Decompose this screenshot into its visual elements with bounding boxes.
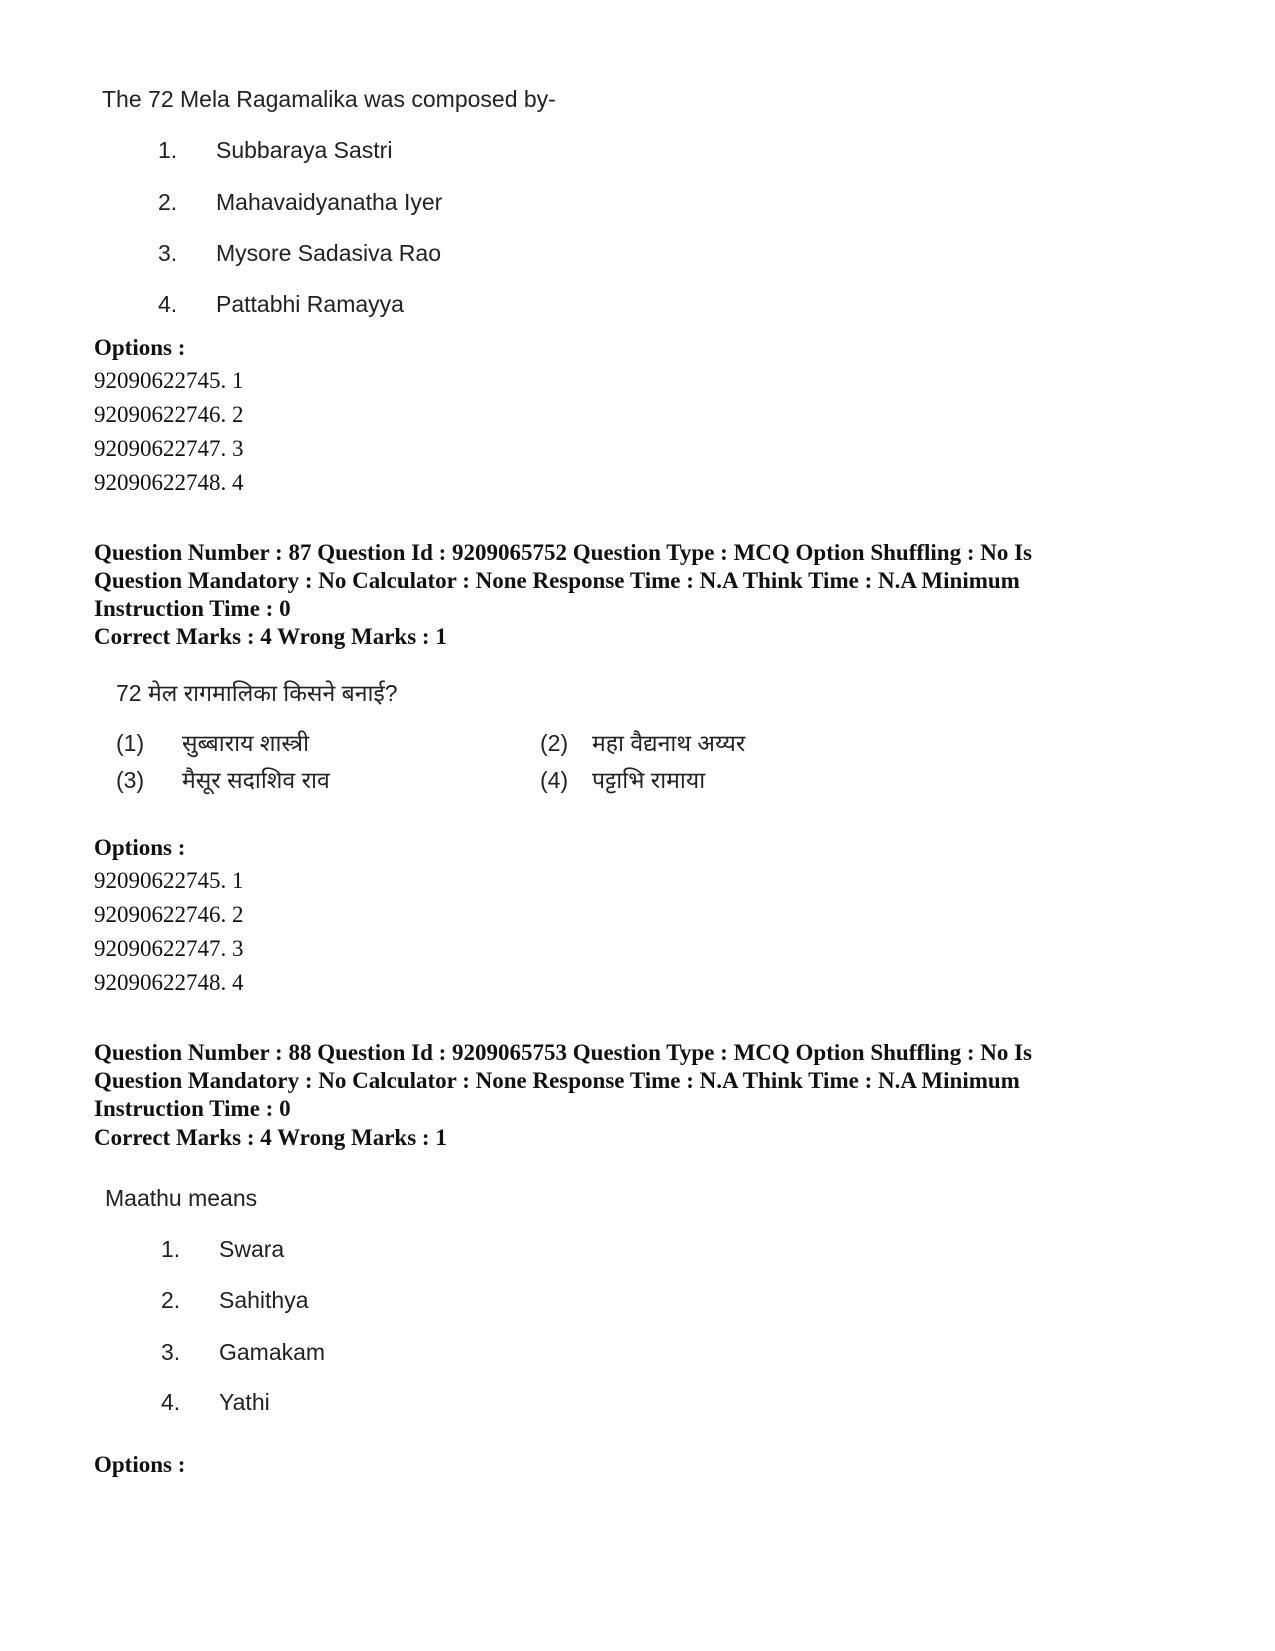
choice-text: Sahithya bbox=[219, 1287, 309, 1313]
choice-number: 3. bbox=[158, 240, 178, 266]
marks-line: Correct Marks : 4 Wrong Marks : 1 bbox=[94, 1125, 447, 1150]
hindi-choice bbox=[116, 763, 330, 795]
choice-text: मैसूर सदाशिव राव bbox=[182, 767, 330, 793]
choice-number: 4. bbox=[158, 291, 178, 317]
choice-item bbox=[158, 137, 392, 164]
choice-item bbox=[158, 189, 442, 216]
hindi-choice bbox=[116, 726, 309, 758]
choice-text: Swara bbox=[219, 1236, 285, 1262]
choice-number: 4. bbox=[161, 1389, 181, 1415]
choice-text: Mahavaidyanatha Iyer bbox=[216, 189, 443, 215]
options-label: Options : bbox=[94, 835, 186, 860]
choice-number: 3. bbox=[161, 1339, 181, 1365]
option-line: 92090622747. 3 bbox=[94, 936, 244, 961]
choice-number: (4) bbox=[540, 767, 569, 793]
choice-text: Gamakam bbox=[219, 1339, 326, 1365]
choice-number: (2) bbox=[540, 730, 569, 756]
options-list bbox=[94, 364, 244, 500]
meta-line: Question Mandatory : No Calculator : None Response Time : N.A Think Time : N.A Minimum bbox=[94, 1068, 1020, 1093]
choice-item bbox=[161, 1339, 325, 1366]
question-text: Maathu means bbox=[105, 1185, 258, 1211]
hindi-question-text: 72 मेल रागमालिका किसने बनाई? bbox=[116, 680, 398, 706]
choice-item bbox=[158, 240, 441, 267]
options-list bbox=[94, 864, 244, 1000]
meta-line: Instruction Time : 0 bbox=[94, 1096, 291, 1121]
choice-item bbox=[161, 1287, 309, 1314]
choice-text: पट्टाभि रामाया bbox=[592, 767, 706, 793]
choice-number: 2. bbox=[161, 1287, 181, 1313]
meta-line: Question Number : 87 Question Id : 9209065752 Question Type : MCQ Option Shuffling : No Is bbox=[94, 540, 1033, 565]
choice-number: (1) bbox=[116, 730, 145, 756]
question-meta bbox=[94, 1039, 1194, 1123]
choice-text: Mysore Sadasiva Rao bbox=[216, 240, 441, 266]
choice-item bbox=[161, 1236, 284, 1263]
meta-line: Question Number : 88 Question Id : 9209065753 Question Type : MCQ Option Shuffling : No Is bbox=[94, 1040, 1033, 1065]
choice-number: (3) bbox=[116, 767, 145, 793]
option-line: 92090622748. 4 bbox=[94, 970, 244, 995]
option-line: 92090622747. 3 bbox=[94, 436, 244, 461]
choice-item bbox=[158, 291, 404, 318]
choice-text: Yathi bbox=[219, 1389, 270, 1415]
question-text: The 72 Mela Ragamalika was composed by- bbox=[102, 86, 556, 112]
choice-text: Pattabhi Ramayya bbox=[216, 291, 404, 317]
option-line: 92090622746. 2 bbox=[94, 402, 244, 427]
option-line: 92090622748. 4 bbox=[94, 470, 244, 495]
question-meta bbox=[94, 539, 1194, 623]
choice-number: 1. bbox=[161, 1236, 181, 1262]
choice-text: Subbaraya Sastri bbox=[216, 137, 393, 163]
option-line: 92090622746. 2 bbox=[94, 902, 244, 927]
option-line: 92090622745. 1 bbox=[94, 868, 244, 893]
meta-line: Question Mandatory : No Calculator : None Response Time : N.A Think Time : N.A Minimum bbox=[94, 568, 1020, 593]
option-line: 92090622745. 1 bbox=[94, 368, 244, 393]
choice-text: सुब्बाराय शास्त्री bbox=[182, 730, 310, 756]
hindi-choice bbox=[540, 726, 745, 758]
options-label: Options : bbox=[94, 335, 186, 360]
choice-item bbox=[161, 1389, 270, 1416]
marks-line: Correct Marks : 4 Wrong Marks : 1 bbox=[94, 624, 447, 649]
choice-text: महा वैद्यनाथ अय्यर bbox=[592, 730, 746, 756]
choice-number: 1. bbox=[158, 137, 178, 163]
meta-line: Instruction Time : 0 bbox=[94, 596, 291, 621]
options-label: Options : bbox=[94, 1452, 186, 1477]
hindi-choice bbox=[540, 763, 705, 795]
choice-number: 2. bbox=[158, 189, 178, 215]
